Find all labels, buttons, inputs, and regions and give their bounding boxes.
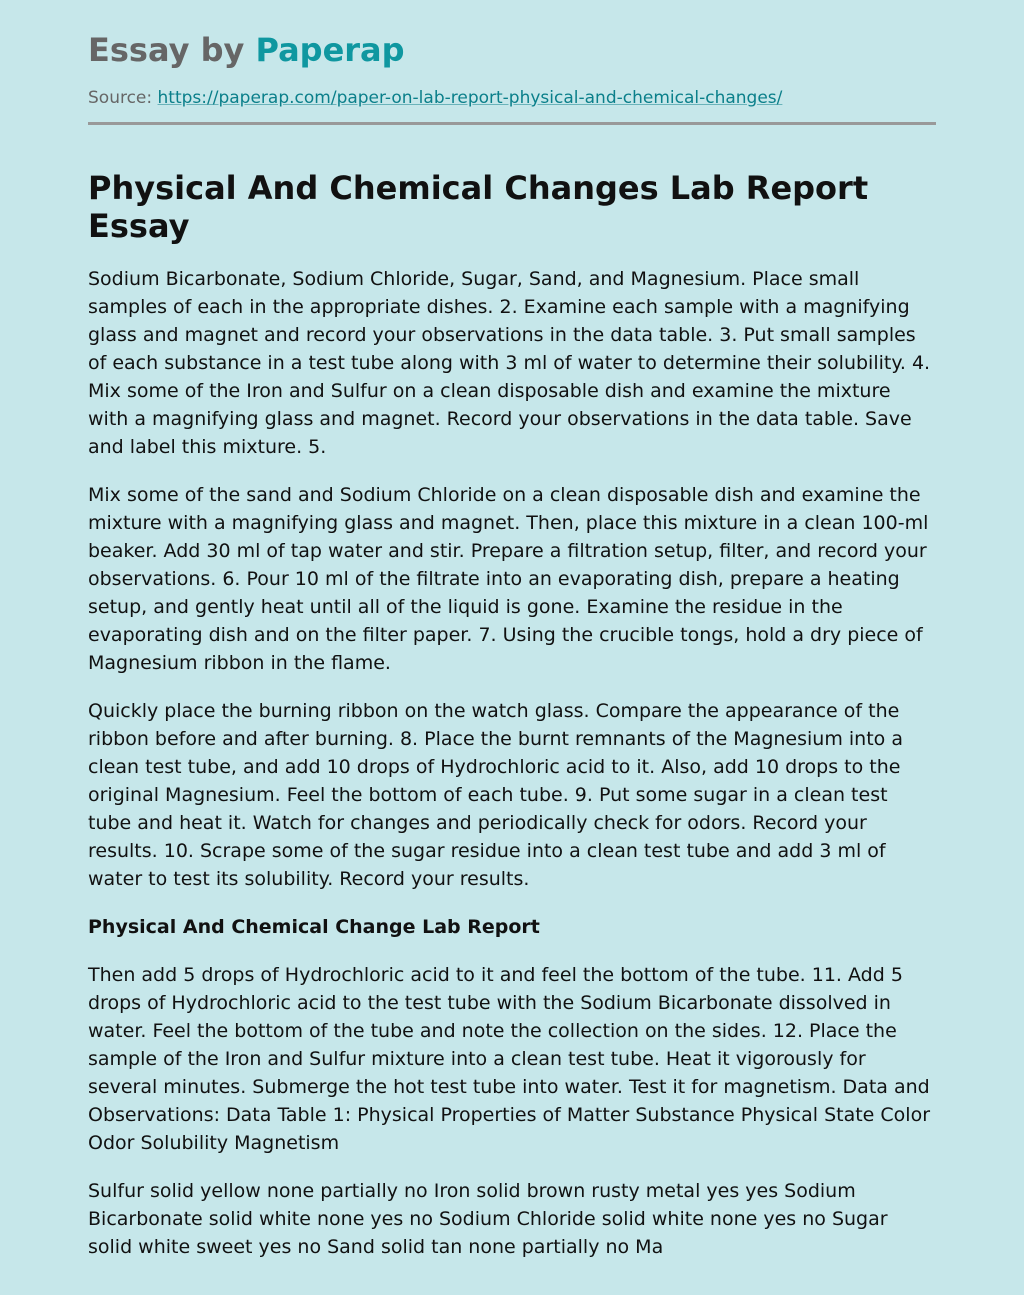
header-divider (88, 122, 936, 125)
source-label: Source: (88, 88, 153, 108)
source-link[interactable]: https://paperap.com/paper-on-lab-report-physical-and-chemical-changes/ (157, 88, 783, 108)
paragraph: Sulfur solid yellow none partially no Iron solid brown rusty metal yes yes Sodium Bicarbonate solid white none yes no Sodium Chloride solid white none yes no Sugar solid white sweet yes no Sand solid tan none partially no Ma (88, 1180, 888, 1258)
paragraph: Sodium Bicarbonate, Sodium Chloride, Sugar, Sand, and Magnesium. Place small samples of each in the appropriate dishes. 2. Examine each sample with a magnifying glass and magnet and record your observations in the data table. 3. Put small samples of each substance in a test tube along with 3 ml of water to determine their solubility. 4. Mix some of the Iron and Sulfur on a clean disposable dish and examine the mixture with a magnifying glass and magnet. Record your observations in the data table. Save and label this mixture. 5. (88, 268, 931, 458)
source-line (88, 86, 936, 110)
paragraph: Mix some of the sand and Sodium Chloride on a clean disposable dish and examine the mixture with a magnifying glass and magnet. Then, place this mixture in a clean 100-ml beaker. Add 30 ml of tap water and stir. Prepare a filtration setup, filter, and record your observations. 6. Pour 10 ml of the filtrate into an evaporating dish, prepare a heating setup, and gently heat until all of the liquid is gone. Examine the residue in the evaporating dish and on the filter paper. 7. Using the crucible tongs, hold a dry piece of Magnesium ribbon in the flame. (88, 484, 929, 674)
brand-name: Paperap (255, 31, 405, 69)
section-heading: Physical And Chemical Change Lab Report (88, 916, 540, 938)
brand-prefix: Essay by (88, 31, 256, 69)
page (88, 30, 936, 1261)
paragraph: Then add 5 drops of Hydrochloric acid to it and feel the bottom of the tube. 11. Add 5 drops of Hydrochloric acid to the test tube with the Sodium Bicarbonate dissolved in water. Feel the bottom of the tube and note the collection on the sides. 12. Place the sample of the Iron and Sulfur mixture into a clean test tube. Heat it vigorously for several minutes. Submerge the hot test tube into water. Test it for magnetism. Data and Observations: Data Table 1: Physical Properties of Matter Substance Physical State Color Odor Solubility Magnetism (88, 964, 931, 1154)
article-title: Physical And Chemical Changes Lab Report Essay (88, 169, 869, 245)
site-brand (88, 30, 936, 70)
paragraph: Quickly place the burning ribbon on the watch glass. Compare the appearance of the ribbon before and after burning. 8. Place the burnt remnants of the Magnesium into a clean test tube, and add 10 drops of Hydrochloric acid to it. Also, add 10 drops to the original Magnesium. Feel the bottom of each tube. 9. Put some sugar in a clean test tube and heat it. Watch for changes and periodically check for odors. Record your results. 10. Scrape some of the sugar residue into a clean test tube and add 3 ml of water to test its solubility. Record your results. (88, 700, 903, 890)
